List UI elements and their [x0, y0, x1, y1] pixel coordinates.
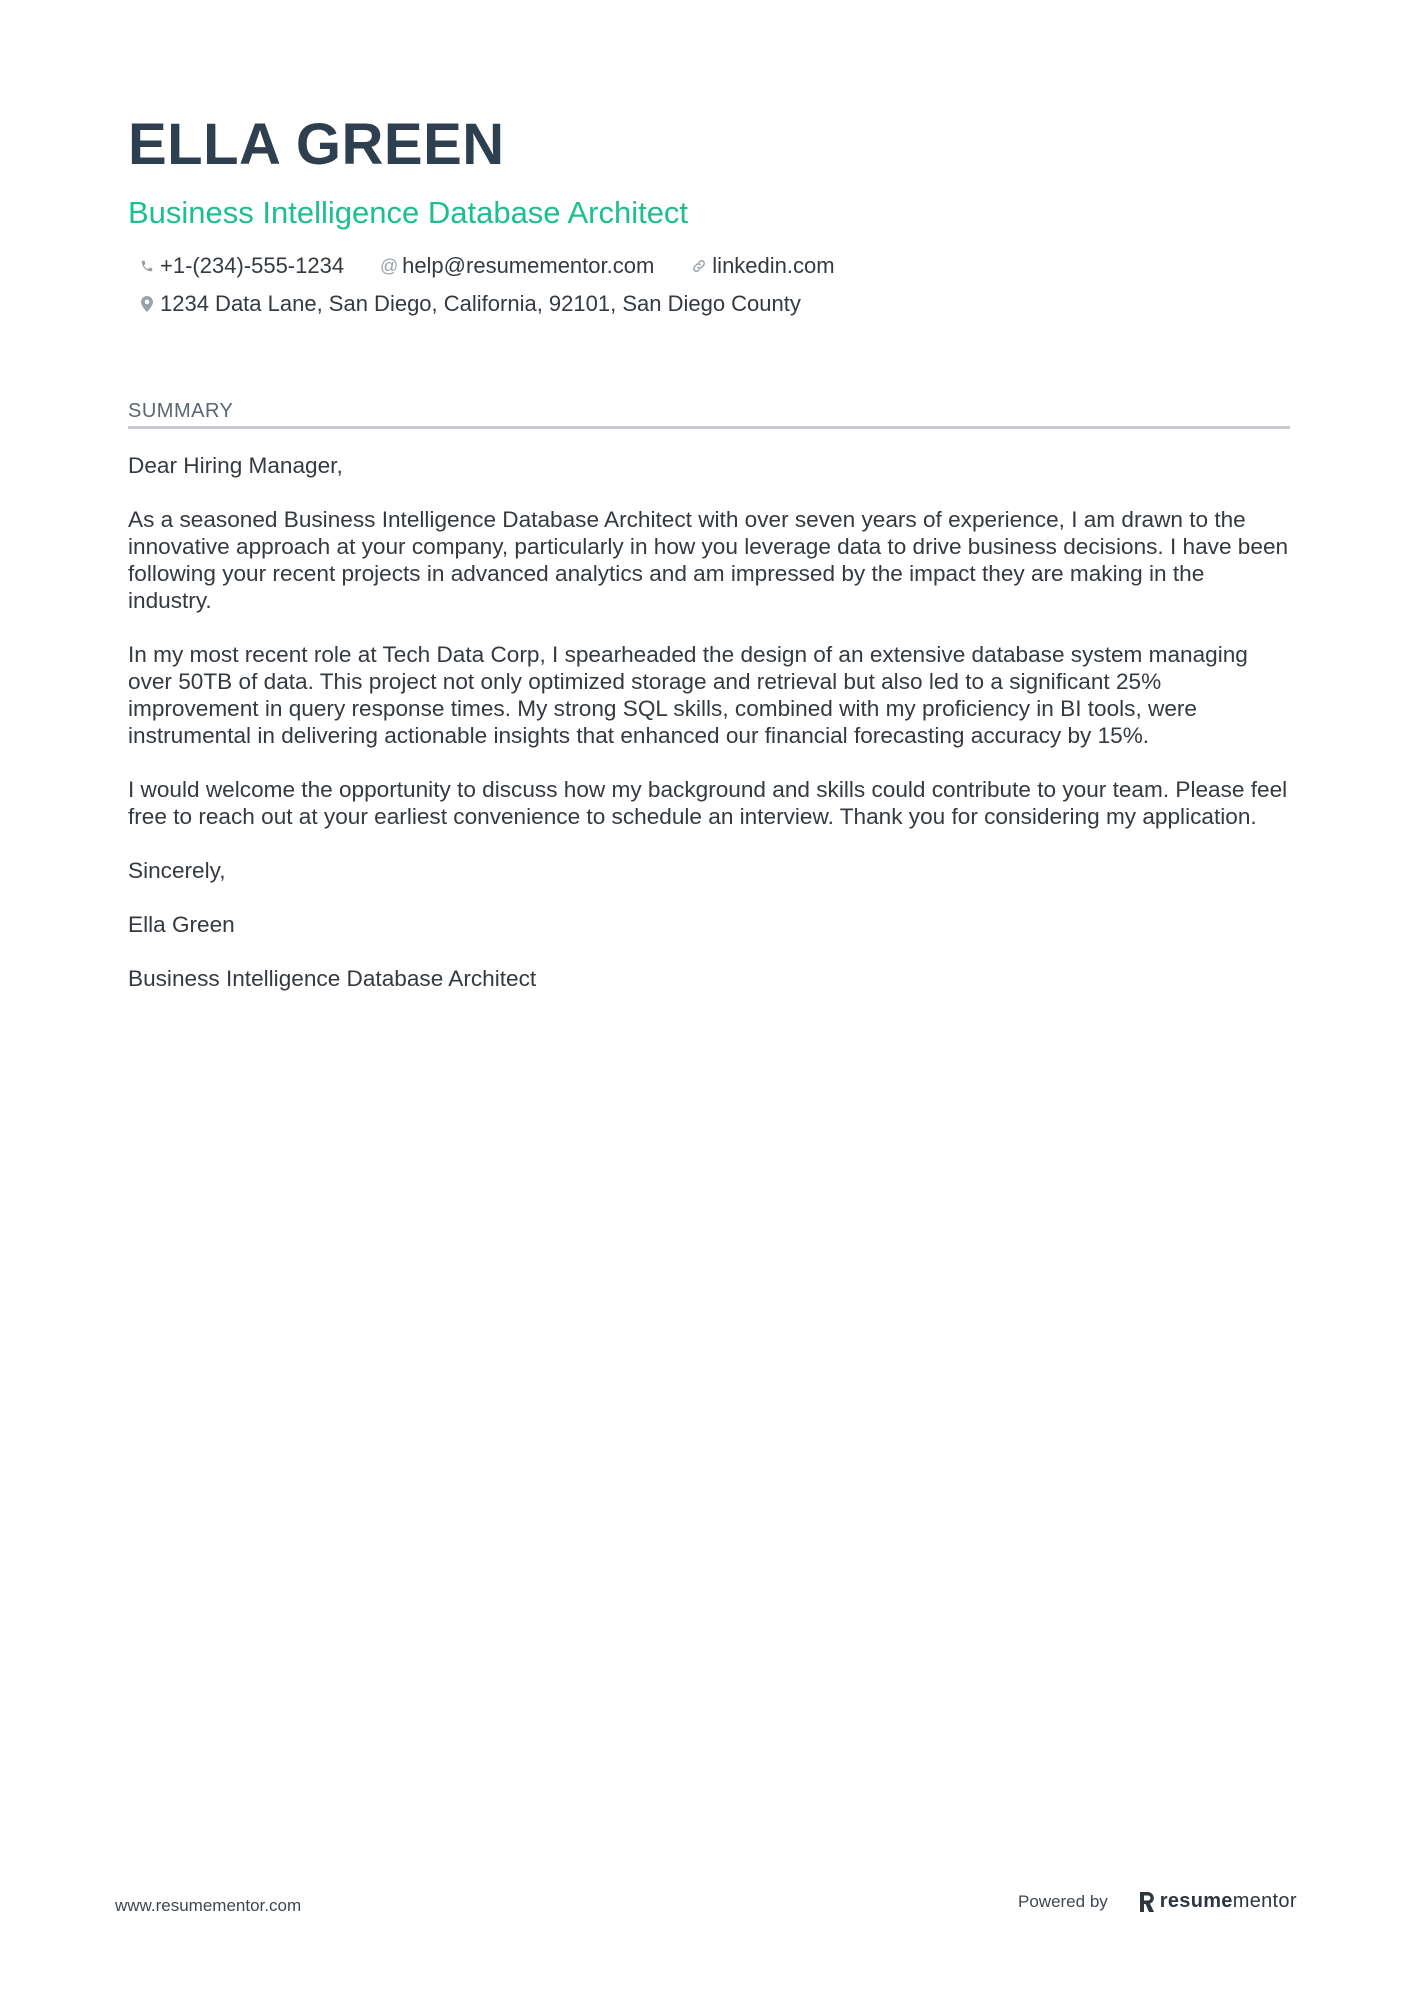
- footer-website[interactable]: www.resumementor.com: [115, 1896, 302, 1915]
- brand-text-resume: resume: [1159, 1890, 1233, 1912]
- letter-body: [128, 452, 1292, 1019]
- email-text[interactable]: help@resumementor.com: [402, 253, 655, 278]
- brand-mark-icon: [1138, 1891, 1156, 1913]
- candidate-name: ELLA GREEN: [128, 112, 505, 177]
- phone-text: +1-(234)-555-1234: [160, 253, 345, 278]
- letter-paragraph: I would welcome the opportunity to discuss how my background and skills could contribute to your team. Please feel free to reach out at your earliest convenience to schedule an interview. Thank you for considering my application.: [128, 777, 1288, 829]
- powered-by-label: Powered by: [1018, 1891, 1108, 1911]
- brand-text-mentor: mentor: [1232, 1890, 1297, 1912]
- salutation: Dear Hiring Manager,: [128, 453, 343, 478]
- address-text: 1234 Data Lane, San Diego, California, 92101, San Diego County: [160, 291, 801, 316]
- website-text[interactable]: linkedin.com: [712, 253, 835, 278]
- location-pin-icon: [136, 293, 158, 315]
- contact-email[interactable]: [370, 252, 654, 280]
- address-row: [128, 290, 1288, 318]
- closing: Sincerely,: [128, 858, 226, 883]
- job-title: Business Intelligence Database Architect: [128, 195, 689, 230]
- contact-address: [128, 290, 801, 318]
- summary-heading: SUMMARY: [128, 398, 1290, 429]
- signature-title: Business Intelligence Database Architect: [128, 966, 537, 991]
- contact-row: [128, 252, 1288, 280]
- footer-branding: [1018, 1890, 1297, 1913]
- signature-name: Ella Green: [128, 912, 235, 937]
- contact-website[interactable]: [680, 252, 834, 280]
- letter-paragraph: As a seasoned Business Intelligence Database Architect with over seven years of experience, I am drawn to the innovative approach at your company, particularly in how you leverage data to drive business decisions. I have been following your recent projects in advanced analytics and am impressed by the impact they are making in the industry.: [128, 507, 1289, 613]
- at-icon: @: [379, 256, 399, 276]
- contact-phone: [128, 252, 344, 280]
- header: [128, 112, 1288, 318]
- phone-icon: [136, 255, 158, 277]
- letter-paragraph: In my most recent role at Tech Data Corp, I spearheaded the design of an extensive database system managing over 50TB of data. This project not only optimized storage and retrieval but also led to a significant 25% improvement in query response times. My strong SQL skills, combined with my proficiency in BI tools, were instrumental in delivering actionable insights that enhanced our financial forecasting accuracy by 15%.: [128, 642, 1248, 748]
- brand-logo[interactable]: [1138, 1890, 1297, 1913]
- link-icon: [688, 255, 710, 277]
